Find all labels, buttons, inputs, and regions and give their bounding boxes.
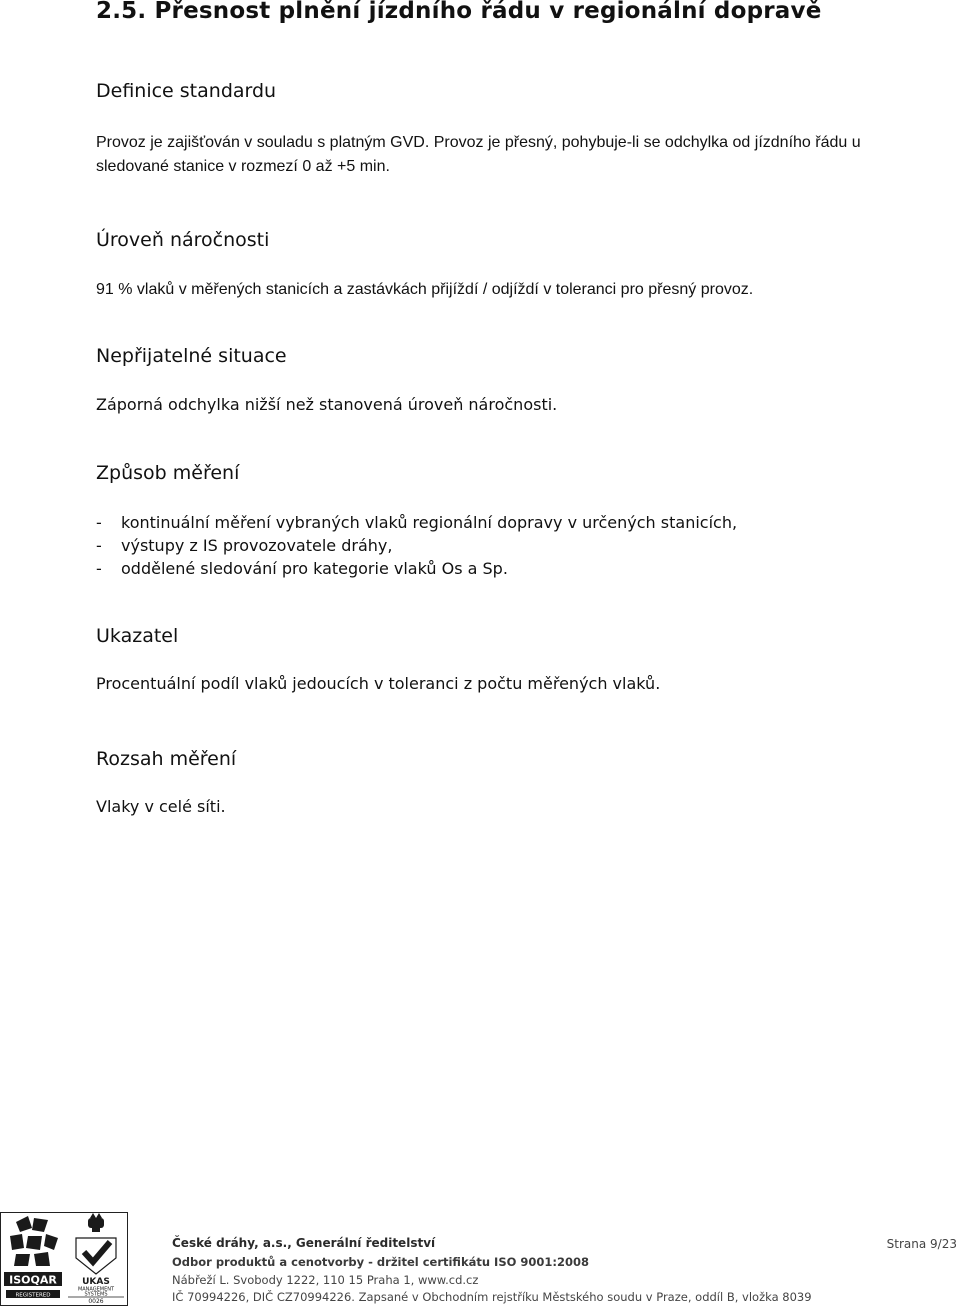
method-item-1: kontinuální měření vybraných vlaků regionální dopravy v určených stanicích, xyxy=(121,513,738,532)
section-heading-indicator: Ukazatel xyxy=(96,625,179,647)
footer-registry: IČ 70994226, DIČ CZ70994226. Zapsané v Obchodním rejstříku Městského soudu v Praze, oddíl B, vložka 8039 xyxy=(172,1290,812,1304)
ukas-logo-text: UKAS xyxy=(82,1277,110,1287)
section-heading-scope: Rozsah měření xyxy=(96,748,237,770)
list-item xyxy=(96,534,737,557)
definition-text-line1: Provoz je zajišťován v souladu s platným GVD. Provoz je přesný, pohybuje-li se odchylka od jízdního řádu u xyxy=(96,134,861,151)
footer-address: Nábřeží L. Svobody 1222, 110 15 Praha 1, www.cd.cz xyxy=(172,1273,479,1287)
list-item xyxy=(96,557,737,580)
bullet-dash: - xyxy=(96,536,102,555)
section-heading-level: Úroveň náročnosti xyxy=(96,229,270,251)
scope-text: Vlaky v celé síti. xyxy=(96,797,226,816)
bullet-dash: - xyxy=(96,559,102,578)
footer-department: Odbor produktů a cenotvorby - držitel certifikátu ISO 9001:2008 xyxy=(172,1255,589,1269)
definition-text-line2: sledované stanice v rozmezí 0 až +5 min. xyxy=(96,158,390,175)
method-list xyxy=(96,511,737,580)
section-heading-definition: Definice standardu xyxy=(96,80,277,102)
ukas-logo xyxy=(66,1212,126,1304)
section-heading-unacceptable: Nepřijatelné situace xyxy=(96,345,287,367)
method-item-3: oddělené sledování pro kategorie vlaků Os a Sp. xyxy=(121,559,508,578)
footer-company: České dráhy, a.s., Generální ředitelství xyxy=(172,1236,436,1250)
page-number: Strana 9/23 xyxy=(886,1237,957,1251)
page-title: 2.5. Přesnost plnění jízdního řádu v regionální dopravě xyxy=(96,0,822,24)
level-text: 91 % vlaků v měřených stanicích a zastávkách přijíždí / odjíždí v toleranci pro přesný provoz. xyxy=(96,281,754,298)
bullet-dash: - xyxy=(96,513,102,532)
list-item xyxy=(96,511,737,534)
indicator-text: Procentuální podíl vlaků jedoucích v toleranci z počtu měřených vlaků. xyxy=(96,674,661,693)
isoqar-logo xyxy=(2,1212,64,1304)
isoqar-registered-text: REGISTERED xyxy=(15,1292,51,1299)
ukas-management-text: MANAGEMENT xyxy=(77,1286,115,1293)
ukas-systems-text: SYSTEMS xyxy=(84,1291,108,1298)
method-item-2: výstupy z IS provozovatele dráhy, xyxy=(121,536,393,555)
section-heading-method: Způsob měření xyxy=(96,462,240,484)
isoqar-logo-text: ISOQAR xyxy=(9,1273,57,1287)
unacceptable-text: Záporná odchylka nižší než stanovená úroveň náročnosti. xyxy=(96,395,558,414)
ukas-number-text: 0026 xyxy=(88,1298,104,1304)
